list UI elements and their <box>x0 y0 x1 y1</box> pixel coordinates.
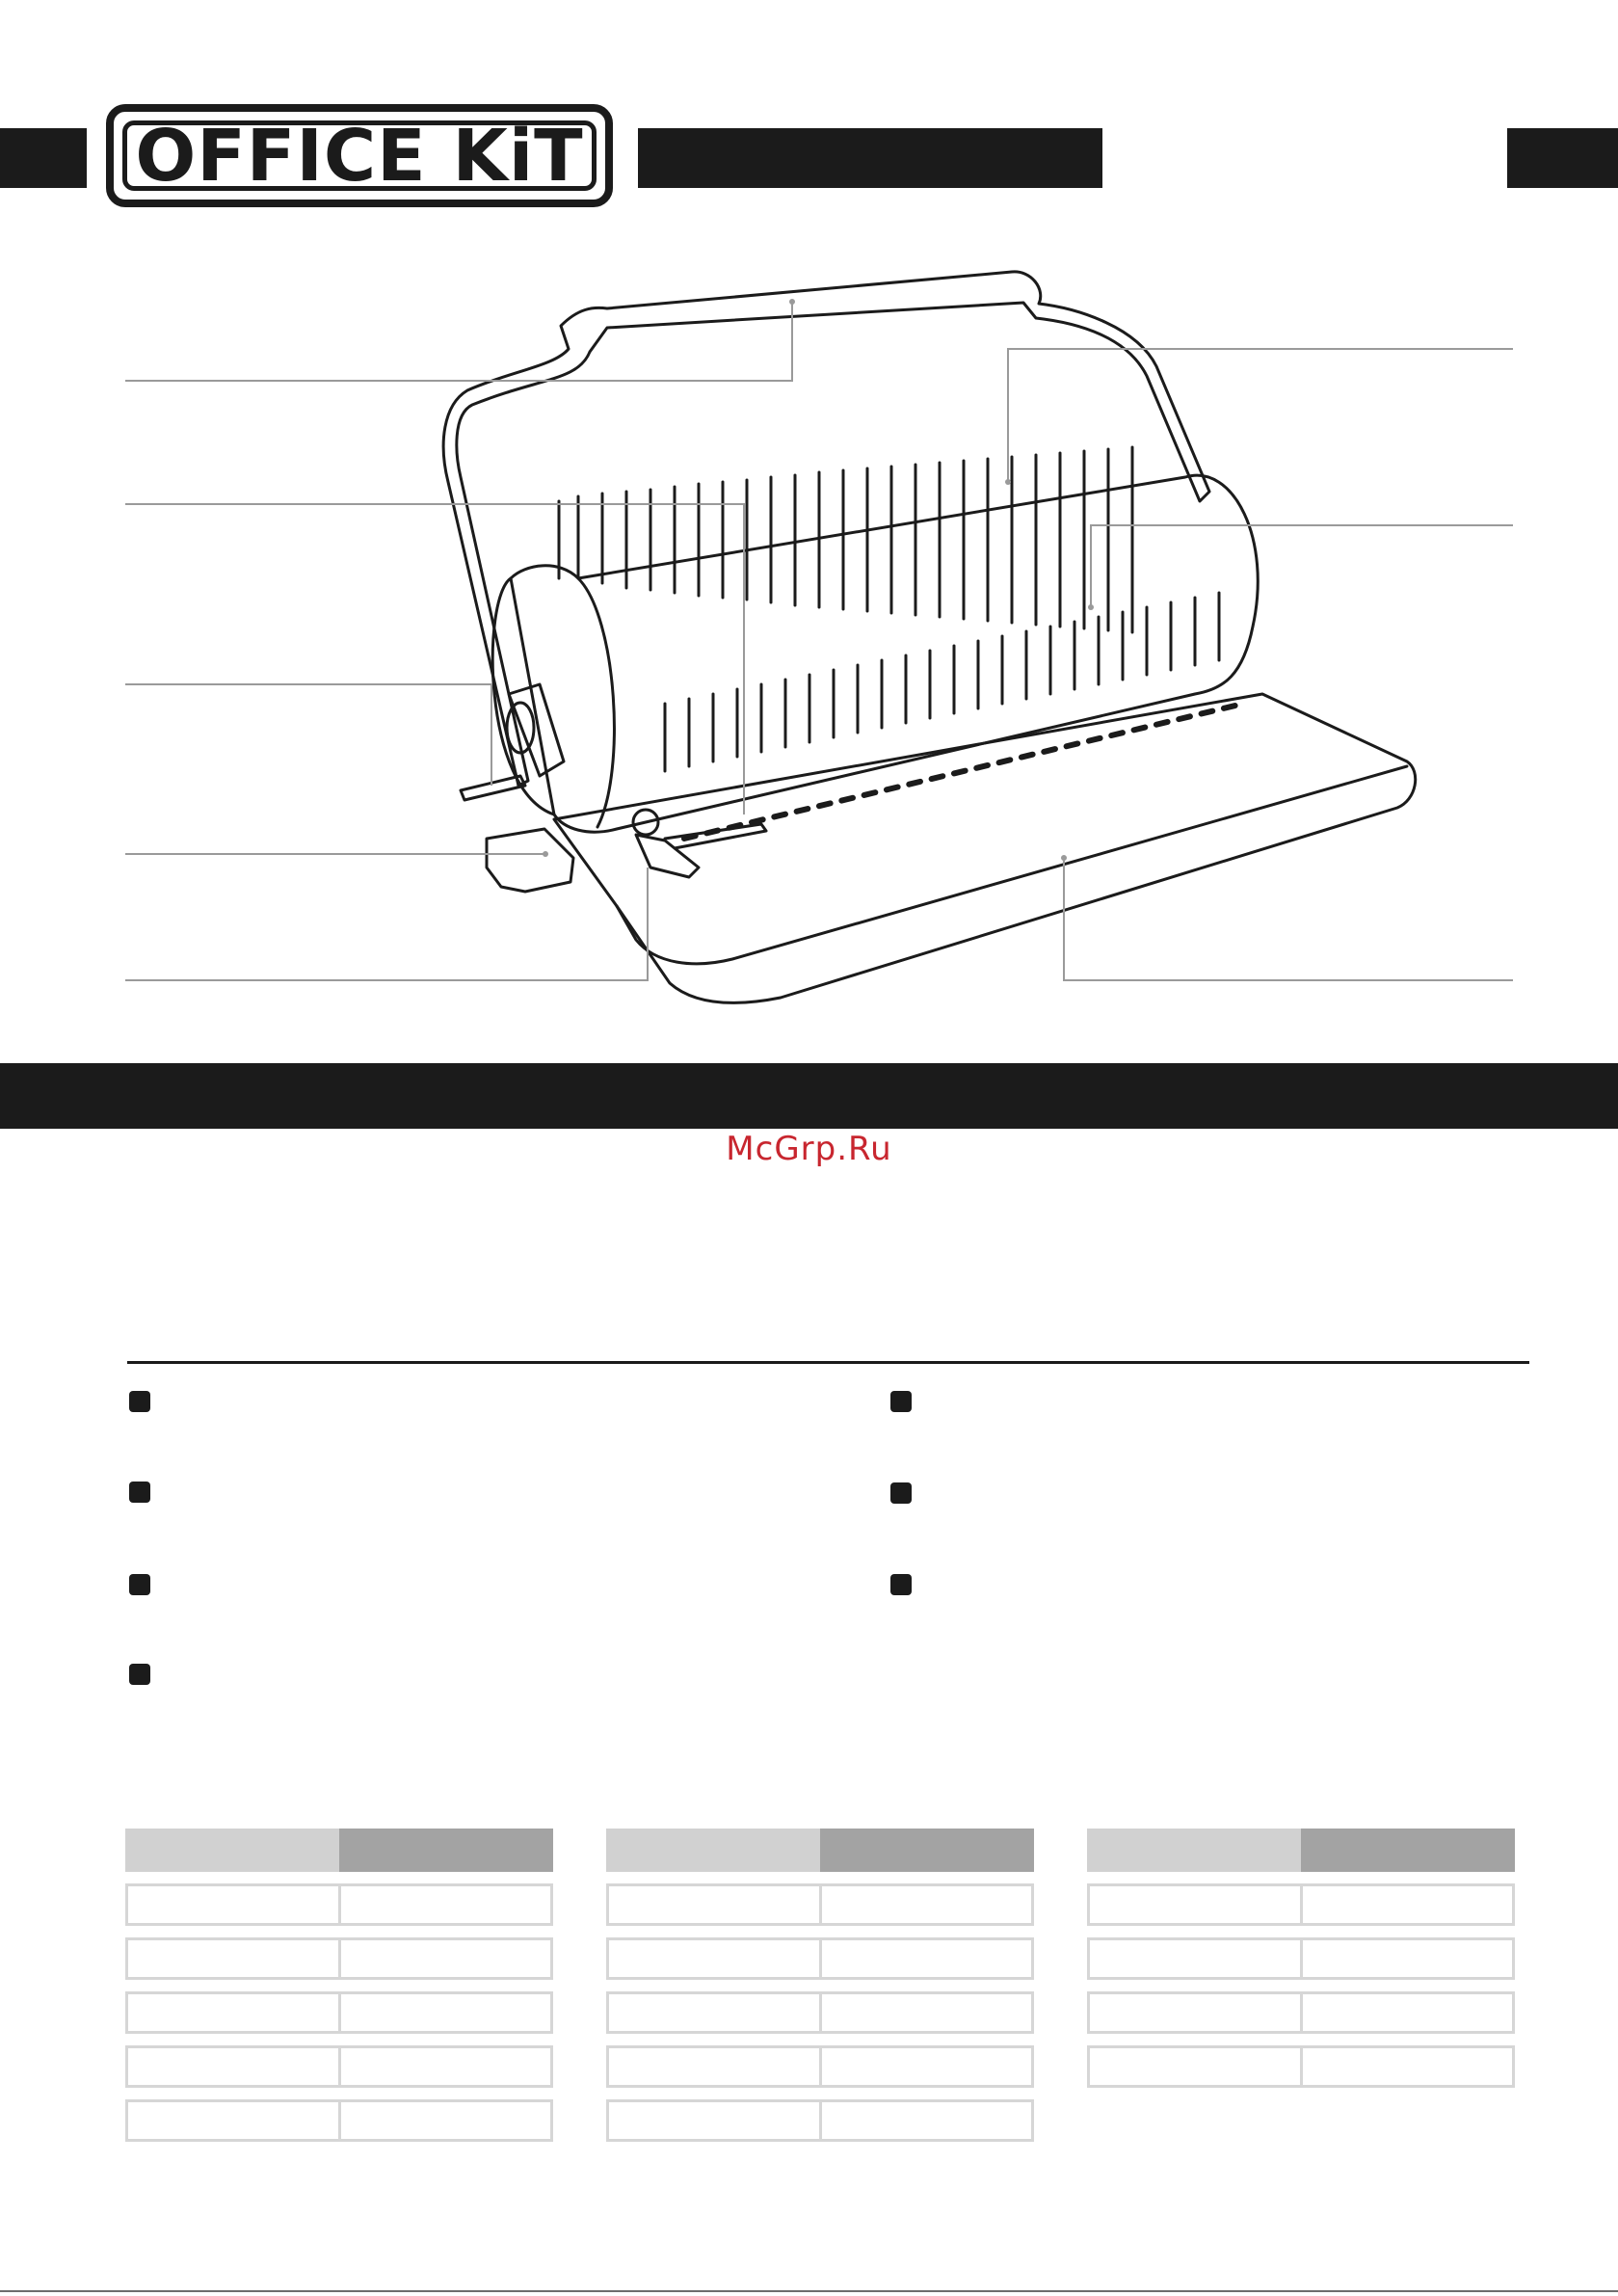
table-row <box>1087 1937 1515 1980</box>
binding-machine-illustration <box>0 241 1618 1012</box>
spec-table-1 <box>125 1829 553 2142</box>
square-bullet-icon <box>129 1664 150 1685</box>
spec-table-3 <box>1087 1829 1515 2088</box>
square-bullet-icon <box>890 1391 912 1412</box>
comb-fingers-front <box>665 593 1219 771</box>
comb-fingers-back <box>559 447 1132 632</box>
table-row <box>125 1883 553 1926</box>
leader-body <box>1091 525 1513 607</box>
section-divider <box>127 1361 1529 1364</box>
table-row <box>125 2099 553 2142</box>
table-row <box>125 1991 553 2034</box>
table-row <box>1087 1883 1515 1926</box>
square-bullet-icon <box>890 1482 912 1504</box>
table-row <box>606 2099 1034 2142</box>
header-bar-center <box>638 128 1102 188</box>
table-header <box>125 1829 553 1872</box>
square-bullet-icon <box>890 1574 912 1595</box>
leader-tray <box>1064 858 1513 980</box>
square-bullet-icon <box>129 1391 150 1412</box>
table-row <box>125 2045 553 2088</box>
table-header <box>606 1829 1034 1872</box>
table-row <box>125 1937 553 1980</box>
leader-handle <box>125 302 792 381</box>
spec-table-2 <box>606 1829 1034 2142</box>
header-bar-left <box>0 128 87 188</box>
table-row <box>1087 1991 1515 2034</box>
table-row <box>606 1991 1034 2034</box>
watermark-text: McGrp.Ru <box>726 1130 892 1168</box>
table-row <box>606 2045 1034 2088</box>
table-row <box>606 1883 1034 1926</box>
table-row <box>606 1937 1034 1980</box>
leader-lever <box>125 684 491 786</box>
bottom-rule <box>0 2290 1618 2292</box>
leader-margin-guide <box>125 868 648 980</box>
header-bar-right <box>1507 128 1618 188</box>
logo-text: OFFICE KiT <box>135 114 584 198</box>
square-bullet-icon <box>129 1574 150 1595</box>
section-header-bar <box>0 1063 1618 1129</box>
office-kit-logo <box>106 104 613 207</box>
square-bullet-icon <box>129 1482 150 1503</box>
table-row <box>1087 2045 1515 2088</box>
table-header <box>1087 1829 1515 1872</box>
